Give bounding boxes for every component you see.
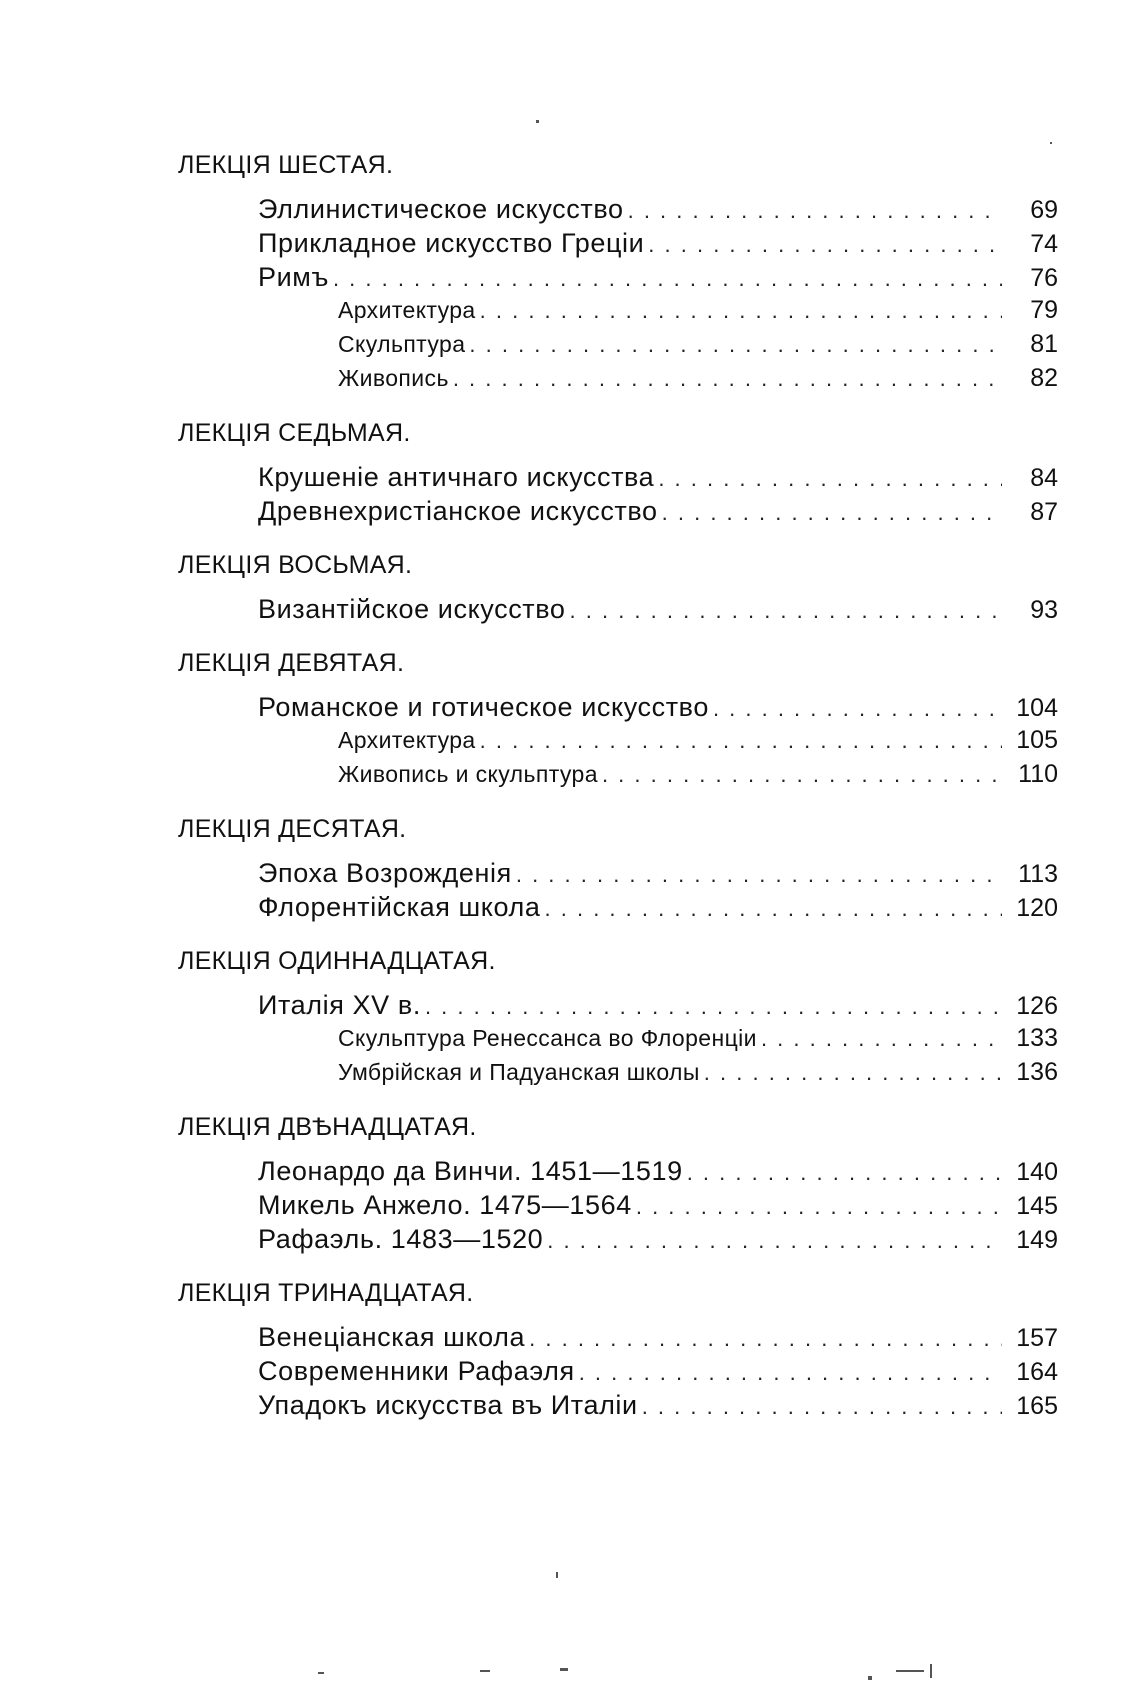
entry-page-number: 165 (1016, 1392, 1058, 1420)
print-speck (930, 1664, 932, 1678)
toc-entry (178, 594, 1058, 628)
dot-leader (636, 1194, 1002, 1220)
entry-page-number: 113 (1018, 860, 1058, 888)
toc-entry (178, 1322, 1058, 1356)
entry-title: Романское и готическое искусство (258, 692, 709, 722)
entry-page-number: 84 (1030, 464, 1058, 492)
lecture-entries (178, 462, 1058, 530)
lecture-heading: ЛЕКЦІЯ ШЕСТАЯ. (178, 151, 394, 179)
entry-page-number: 164 (1016, 1358, 1058, 1386)
toc-entry (178, 1356, 1058, 1390)
lecture-heading: ЛЕКЦІЯ ДЕСЯТАЯ. (178, 815, 407, 843)
dot-leader (545, 896, 1002, 922)
toc-entry (178, 1224, 1058, 1258)
entry-title: Византійское искусство (258, 594, 566, 624)
entry-title: Скульптура (338, 331, 466, 357)
dot-leader (570, 598, 1002, 624)
entry-title: Скульптура Ренессанса во Флоренціи (338, 1025, 757, 1051)
print-speck (1050, 142, 1052, 144)
toc-entry (178, 892, 1058, 926)
entry-page-number: 136 (1016, 1058, 1058, 1086)
toc-entry (178, 496, 1058, 530)
dot-leader (453, 366, 1002, 392)
toc-entry (178, 1058, 1058, 1092)
lecture-entries (178, 858, 1058, 926)
entry-title: Живопись и скульптура (338, 761, 598, 787)
lecture-heading: ЛЕКЦІЯ ТРИНАДЦАТАЯ. (178, 1279, 474, 1307)
lecture-entries (178, 990, 1058, 1092)
dot-leader (529, 1326, 1002, 1352)
lecture-entries (178, 692, 1058, 794)
entry-title: Леонардо да Винчи. 1451—1519 (258, 1156, 683, 1186)
entry-page-number: 69 (1030, 196, 1058, 224)
entry-page-number: 93 (1030, 596, 1058, 624)
entry-page-number: 126 (1016, 992, 1058, 1020)
lecture-entries (178, 594, 1058, 628)
toc-entry (178, 1024, 1058, 1058)
entry-page-number: 120 (1016, 894, 1058, 922)
toc-entry (178, 364, 1058, 398)
toc-entry (178, 1190, 1058, 1224)
toc-entry (178, 1156, 1058, 1190)
entry-title: Живопись (338, 365, 449, 391)
toc-entry (178, 262, 1058, 296)
dot-leader (480, 298, 1002, 324)
entry-title: Крушеніе античнаго искусства (258, 462, 655, 492)
entry-title: Микель Анжело. 1475—1564 (258, 1190, 632, 1220)
lecture-heading: ЛЕКЦІЯ ДВѢНАДЦАТАЯ. (178, 1113, 477, 1141)
entry-title: Архитектура (338, 727, 476, 753)
entry-title: Современники Рафаэля (258, 1356, 575, 1386)
lecture-entries (178, 194, 1058, 398)
entry-title: Эллинистическое искусство (258, 194, 624, 224)
dot-leader (628, 198, 1002, 224)
entry-title: Умбрійская и Падуанская школы (338, 1059, 700, 1085)
dot-leader (579, 1360, 1002, 1386)
toc-entry (178, 760, 1058, 794)
print-speck (536, 120, 539, 123)
print-speck (318, 1672, 324, 1674)
entry-title: Архитектура (338, 297, 476, 323)
entry-page-number: 81 (1030, 330, 1058, 358)
entry-title: Венеціанская школа (258, 1322, 526, 1352)
table-of-contents (178, 148, 1058, 1442)
dot-leader (662, 500, 1002, 526)
toc-entry (178, 1390, 1058, 1424)
toc-entry (178, 194, 1058, 228)
lecture-heading: ЛЕКЦІЯ ДЕВЯТАЯ. (178, 649, 405, 677)
toc-entry (178, 990, 1058, 1024)
entry-title: Древнехристіанское искусство (258, 496, 658, 526)
dot-leader (333, 266, 1002, 292)
entry-title: Флорентійская школа (258, 892, 541, 922)
dot-leader (648, 232, 1002, 258)
entry-page-number: 133 (1016, 1024, 1058, 1052)
dot-leader (687, 1160, 1002, 1186)
entry-page-number: 157 (1016, 1324, 1058, 1352)
print-speck (560, 1668, 568, 1671)
lecture-heading: ЛЕКЦІЯ ОДИННАДЦАТАЯ. (178, 947, 496, 975)
entry-title: Рафаэль. 1483—1520 (258, 1224, 544, 1254)
entry-title: Италія XV в. (258, 990, 421, 1020)
entry-title: Упадокъ искусства въ Италіи (258, 1390, 638, 1420)
entry-page-number: 76 (1030, 264, 1058, 292)
entry-page-number: 110 (1018, 760, 1058, 788)
dot-leader (658, 466, 1002, 492)
entry-page-number: 149 (1016, 1226, 1058, 1254)
toc-entry (178, 462, 1058, 496)
lecture-entries (178, 1156, 1058, 1258)
lecture-heading: ЛЕКЦІЯ СЕДЬМАЯ. (178, 419, 411, 447)
dot-leader (469, 332, 1002, 358)
toc-entry (178, 228, 1058, 262)
toc-entry (178, 296, 1058, 330)
entry-title: Эпоха Возрожденія (258, 858, 512, 888)
entry-page-number: 82 (1030, 364, 1058, 392)
print-speck (896, 1670, 924, 1672)
toc-entry (178, 330, 1058, 364)
toc-entry (178, 726, 1058, 760)
dot-leader (713, 696, 1002, 722)
entry-title: Прикладное искусство Греціи (258, 228, 645, 258)
print-speck (556, 1572, 558, 1578)
entry-page-number: 87 (1030, 498, 1058, 526)
print-speck (868, 1676, 872, 1680)
entry-page-number: 79 (1030, 296, 1058, 324)
entry-page-number: 105 (1016, 726, 1058, 754)
print-speck (480, 1670, 490, 1672)
lecture-heading: ЛЕКЦІЯ ВОСЬМАЯ. (178, 551, 413, 579)
toc-entry (178, 858, 1058, 892)
dot-leader (761, 1026, 1002, 1052)
dot-leader (547, 1228, 1002, 1254)
entry-page-number: 104 (1016, 694, 1058, 722)
entry-page-number: 140 (1016, 1158, 1058, 1186)
entry-page-number: 145 (1016, 1192, 1058, 1220)
lecture-entries (178, 1322, 1058, 1424)
dot-leader (704, 1060, 1002, 1086)
entry-title: Римъ (258, 262, 329, 292)
toc-entry (178, 692, 1058, 726)
entry-page-number: 74 (1030, 230, 1058, 258)
dot-leader (425, 994, 1002, 1020)
dot-leader (516, 862, 1002, 888)
dot-leader (480, 728, 1002, 754)
dot-leader (602, 762, 1002, 788)
dot-leader (642, 1394, 1002, 1420)
